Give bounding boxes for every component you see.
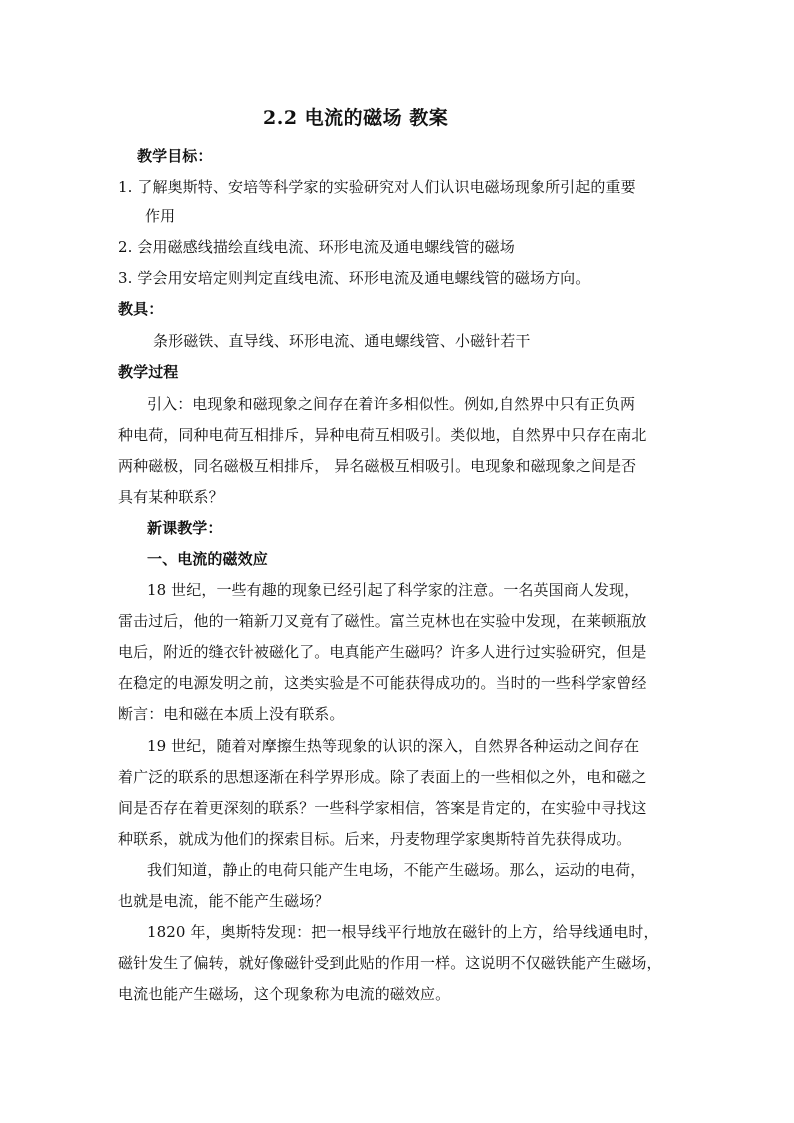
para1-line-3: 电后，附近的缝衣针被磁化了。电真能产生磁吗？许多人进行过实验研究，但是	[118, 643, 647, 661]
para1-line-4: 在稳定的电源发明之前，这类实验是不可能获得成功的。当时的一些科学家曾经	[118, 674, 647, 692]
para1-line-5: 断言：电和磁在本质上没有联系。	[118, 705, 345, 723]
tools-heading: 教具：	[118, 300, 164, 318]
para4-line-3: 电流也能产生磁场，这个现象称为电流的磁效应。	[118, 985, 451, 1003]
process-heading: 教学过程	[118, 363, 179, 381]
para3-line-1: 我们知道，静止的电荷只能产生电场，不能产生磁场。那么，运动的电荷，	[147, 861, 646, 879]
para4-line-1: 1820 年，奥斯特发现：把一根导线平行地放在磁针的上方，给导线通电时，	[147, 923, 659, 941]
intro-line-2: 种电荷，同种电荷互相排斥，异种电荷互相吸引。类似地，自然界中只存在南北	[118, 426, 647, 444]
intro-line-4: 具有某种联系？	[118, 488, 224, 506]
para2-line-2: 着广泛的联系的思想逐渐在科学界形成。除了表面上的一些相似之外，电和磁之	[118, 768, 647, 786]
para3-line-2: 也就是电流，能不能产生磁场？	[118, 892, 330, 910]
intro-line-3: 两种磁极，同名磁极互相排斥， 异名磁极互相吸引。电现象和磁现象之间是否	[118, 457, 637, 475]
para2-line-1: 19 世纪，随着对摩擦生热等现象的认识的深入，自然界各种运动之间存在	[147, 737, 640, 755]
document-title: 2.2 电流的磁场 教案	[263, 107, 449, 129]
objective-1: 1. 了解奥斯特、安培等科学家的实验研究对人们认识电磁场现象所引起的重要	[118, 178, 636, 196]
para4-line-2: 磁针发生了偏转，就好像磁针受到此贴的作用一样。这说明不仅磁铁能产生磁场，	[118, 954, 662, 972]
new-lesson-heading: 新课教学：	[147, 519, 223, 537]
intro-line-1: 引入：电现象和磁现象之间存在着许多相似性。例如,自然界中只有正负两	[147, 395, 636, 413]
para1-line-2: 雷击过后，他的一箱新刀叉竟有了磁性。富兰克林也在实验中发现，在莱顿瓶放	[118, 612, 647, 630]
para1-line-1: 18 世纪，一些有趣的现象已经引起了科学家的注意。一名英国商人发现，	[147, 581, 640, 599]
section-1-heading: 一、电流的磁效应	[147, 550, 268, 568]
objectives-heading: 教学目标：	[137, 147, 213, 165]
objective-3: 3. 学会用安培定则判定直线电流、环形电流及通电螺线管的磁场方向。	[118, 269, 591, 287]
objective-2: 2. 会用磁感线描绘直线电流、环形电流及通电螺线管的磁场	[118, 238, 515, 256]
objective-1-continued: 作用	[145, 207, 176, 225]
tools-text: 条形磁铁、直导线、环形电流、通电螺线管、小磁针若干	[153, 332, 531, 350]
para2-line-4: 种联系，就成为他们的探索目标。后来，丹麦物理学家奥斯特首先获得成功。	[118, 830, 632, 848]
para2-line-3: 间是否存在着更深刻的联系？一些科学家相信，答案是肯定的，在实验中寻找这	[118, 799, 647, 817]
